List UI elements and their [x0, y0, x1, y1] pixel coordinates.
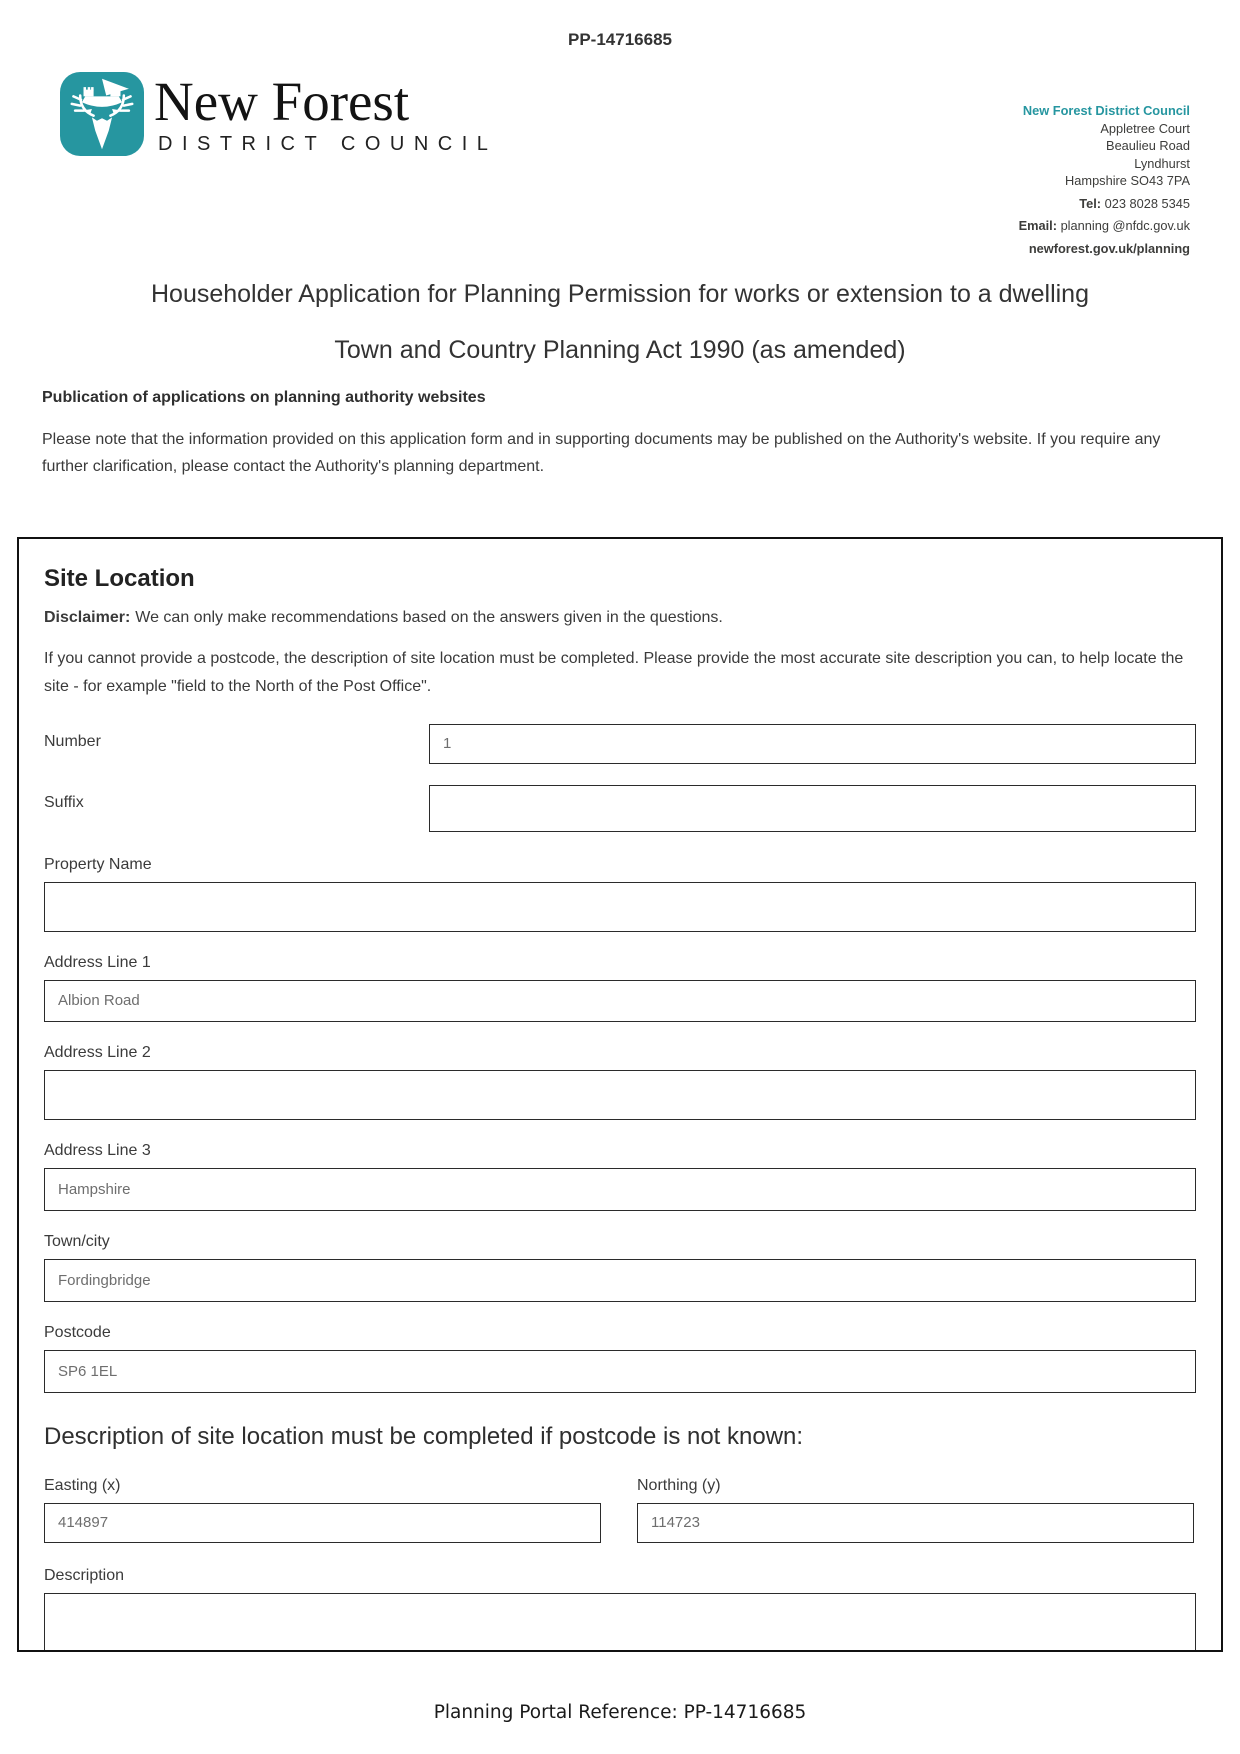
- site-location-section: [17, 537, 1223, 1652]
- suffix-label: Suffix: [44, 793, 84, 811]
- address-line: Hampshire SO43 7PA: [1065, 173, 1190, 188]
- nfdc-logo-text: [154, 71, 498, 156]
- description-section-heading: Description of site location must be completed if postcode is not known:: [44, 1422, 804, 1450]
- easting-input[interactable]: [44, 1503, 601, 1543]
- number-row: [44, 724, 1196, 764]
- description-label: Description: [44, 1566, 125, 1584]
- site-location-heading: Site Location: [44, 565, 195, 593]
- contact-tel: Tel: 023 8028 5345: [1079, 195, 1190, 211]
- nfdc-logo-subtitle: DISTRICT COUNCIL: [158, 133, 498, 155]
- publication-heading: Publication of applications on planning authority websites: [42, 389, 486, 406]
- town-city-row: [44, 1233, 1196, 1302]
- publication-note: Please note that the information provided on this application form and in supporting documents may be published on the Authority's website. If you require any further clarification, please contact the Authority's planning department.: [42, 431, 1161, 476]
- northing-label: Northing (y): [637, 1476, 721, 1494]
- council-contact-block: [1019, 102, 1190, 257]
- suffix-row: [44, 785, 1196, 832]
- address-line-3-input[interactable]: [44, 1168, 1196, 1211]
- address-line: Lyndhurst: [1134, 155, 1190, 171]
- planning-portal-reference-footer: Planning Portal Reference: PP-14716685: [433, 1702, 807, 1724]
- town-city-label: Town/city: [44, 1232, 110, 1250]
- nfdc-logo: [60, 72, 497, 156]
- nfdc-logo-name: New Forest: [154, 71, 410, 132]
- number-input[interactable]: [429, 724, 1196, 764]
- number-label: Number: [44, 732, 101, 750]
- address-line-2-label: Address Line 2: [44, 1043, 151, 1061]
- easting-label: Easting (x): [44, 1476, 121, 1494]
- address-line: Appletree Court: [1100, 120, 1190, 136]
- disclaimer-label: Disclaimer:: [44, 609, 131, 627]
- address-line-2-row: [44, 1044, 1196, 1120]
- form-title: Householder Application for Planning Permission for works or extension to a dwelling: [150, 280, 1089, 308]
- property-name-label: Property Name: [44, 855, 152, 873]
- address-line: Beaulieu Road: [1106, 138, 1190, 153]
- contact-website: newforest.gov.uk/planning: [1028, 240, 1190, 256]
- postcode-input[interactable]: [44, 1350, 1196, 1393]
- contact-email: Email: planning @nfdc.gov.uk: [1018, 218, 1190, 233]
- suffix-input[interactable]: [429, 785, 1196, 832]
- nfdc-stag-ship-icon: [60, 72, 144, 156]
- description-row: [44, 1567, 1196, 1653]
- form-subtitle: Town and Country Planning Act 1990 (as amended): [334, 336, 906, 364]
- description-input[interactable]: [44, 1593, 1196, 1653]
- address-line-1-input[interactable]: [44, 980, 1196, 1022]
- disclaimer-text: Disclaimer: We can only make recommendations based on the answers given in the questions.: [44, 609, 723, 627]
- postcode-row: [44, 1324, 1196, 1393]
- planning-portal-ref-top: PP-14716685: [568, 30, 672, 49]
- council-name: New Forest District Council: [1022, 103, 1190, 118]
- property-name-row: [44, 856, 1196, 932]
- northing-field: [637, 1477, 1194, 1543]
- address-line-1-row: [44, 954, 1196, 1022]
- postcode-note: If you cannot provide a postcode, the description of site location must be completed. Please provide the most accurate site description you can, to help locate the site - for example "field to the North of the Post Office".: [44, 650, 1184, 695]
- address-line-2-input[interactable]: [44, 1070, 1196, 1120]
- address-line-1-label: Address Line 1: [44, 953, 151, 971]
- town-city-input[interactable]: [44, 1259, 1196, 1302]
- address-line-3-label: Address Line 3: [44, 1141, 151, 1159]
- page-header: [0, 0, 1240, 256]
- property-name-input[interactable]: [44, 882, 1196, 932]
- coordinates-row: [44, 1477, 1196, 1543]
- postcode-label: Postcode: [44, 1323, 111, 1341]
- northing-input[interactable]: [637, 1503, 1194, 1543]
- easting-field: [44, 1477, 601, 1543]
- address-line-3-row: [44, 1142, 1196, 1211]
